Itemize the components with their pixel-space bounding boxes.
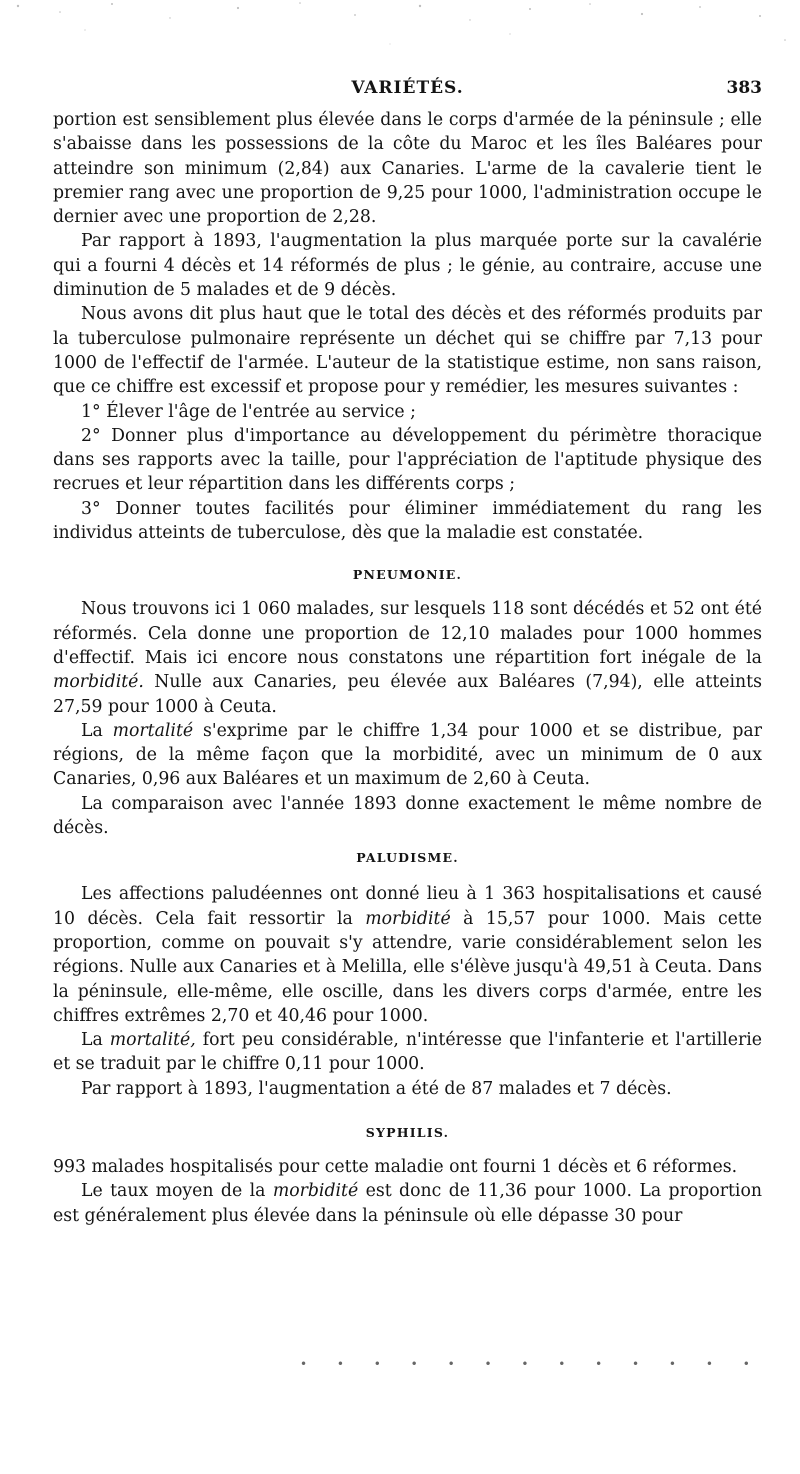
italic-term: morbidité. (53, 672, 144, 693)
body-text (53, 108, 762, 1228)
paragraph: 1° Élever l'âge de l'entrée au service ; (81, 401, 416, 422)
italic-term: morbidité (365, 908, 451, 929)
tuberculose-continuation (53, 108, 762, 545)
paragraph-text: Les affections paludéennes ont donné lieu à 1 363 hospitalisations et causé 10 décès. Cela fait ressortir la (53, 884, 762, 929)
paragraph-text: est donc de 11,36 pour 1000. La proportion est généralement plus élevée dans la péninsule où elle dépasse 30 pour (53, 1181, 762, 1226)
paragraph: 2° Donner plus d'importance au développement du périmètre thoracique dans ses rapports avec la taille, pour l'appréciation de l'aptitude physique des recrues et leur répartition dans les différents corps ; (53, 425, 762, 495)
paragraph-text: Nous trouvons ici 1 060 malades, sur lesquels 118 sont décédés et 52 ont été réformés. Cela donne une proportion de 12,10 malades pour 1000 hommes d'effectif. Mais ici encore nous constatons une répartition fort inégale de la (53, 599, 762, 668)
italic-term: mortalité (112, 720, 194, 741)
paragraph-text: La (81, 1030, 110, 1051)
section-heading: SYPHILIS. (365, 1124, 450, 1140)
italic-term: mortalité, (109, 1030, 196, 1051)
paragraph: portion est sensiblement plus élevée dans le corps d'armée de la péninsule ; elle s'abaisse dans les possessions de la côte du Maroc et les îles Baléares pour atteindre son minimum (2,84) aux Canaries. L'arme de la cavalerie tient le premier rang avec une proportion de 9,25 pour 1000, l'administration occupe le dernier avec une proportion de 2,28. (53, 110, 762, 228)
paragraph-text: Par rapport à 1893, l'augmentation a été de 87 malades et 7 décès. (81, 1078, 672, 1099)
paragraph (53, 1155, 762, 1179)
section-heading: PNEUMONIE. (352, 567, 463, 583)
paragraph (53, 597, 762, 718)
paragraph (53, 719, 762, 792)
scan-noise-top (0, 0, 800, 60)
scan-dot-row: • • • • • • • • • • • • • (300, 1357, 763, 1371)
paragraph-text: 993 malades hospitalisés pour cette maladie ont fourni 1 décès et 6 réformes. (53, 1156, 738, 1177)
running-head (53, 76, 762, 106)
paragraph-text: Nulle aux Canaries, peu élevée aux Baléares (7,94), elle atteints 27,59 pour 1000 à Ceuta. (53, 672, 762, 717)
page-number: 383 (726, 78, 762, 98)
paragraph: Par rapport à 1893, l'augmentation la plus marquée porte sur la cavalérie qui a fourni 4 décès et 14 réformés de plus ; le génie, au contraire, accuse une diminution de 5 malades et de 9 décès. (53, 231, 762, 301)
paragraph-text: La (81, 720, 113, 741)
paragraph (53, 1179, 762, 1228)
paragraph: Nous avons dit plus haut que le total des décès et des réformés produits par la tuberculose pulmonaire représente un déchet qui se chiffre par 7,13 pour 1000 de l'effectif de l'armée. L'auteur de la statistique estime, non sans raison, que ce chiffre est excessif et propose pour y remédier, les mesures suivantes : (53, 304, 762, 398)
italic-term: morbidité (272, 1181, 359, 1202)
running-title: VARIÉTÉS. (351, 78, 464, 98)
paragraph (53, 1077, 762, 1101)
paragraph-text: La comparaison avec l'année 1893 donne exactement le même nombre de décès. (53, 793, 762, 839)
paragraph (53, 1028, 762, 1077)
paragraph-text: fort peu considérable, n'intéresse que l'infanterie et l'artillerie et se traduit par le chiffre 0,11 pour 1000. (53, 1030, 762, 1075)
paragraph-text: s'exprime par le chiffre 1,34 pour 1000 et se distribue, par régions, de la même façon que la morbidité, avec un minimum de 0 aux Canaries, 0,96 aux Baléares et un maximum de 2,60 à Ceuta. (53, 720, 762, 790)
paragraph-text: Le taux moyen de la (81, 1181, 273, 1202)
section-heading: PALUDISME. (356, 850, 459, 866)
paragraph: 3° Donner toutes facilités pour éliminer immédiatement du rang les individus atteints de tuberculose, dès que la maladie est constatée. (53, 498, 762, 544)
paragraph (53, 792, 762, 841)
disease-sections (53, 565, 762, 1228)
paragraph-text: à 15,57 pour 1000. Mais cette proportion, comme on pouvait s'y attendre, varie considérablement selon les régions. Nulle aux Canaries et à Melilla, elle s'élève jusqu'à 49,51 à Ceuta. Dans la péninsule, elle-même, elle oscille, dans les divers corps d'armée, entre les chiffres extrêmes 2,70 et 40,46 pour 1000. (53, 908, 762, 1026)
paragraph (53, 882, 762, 1028)
